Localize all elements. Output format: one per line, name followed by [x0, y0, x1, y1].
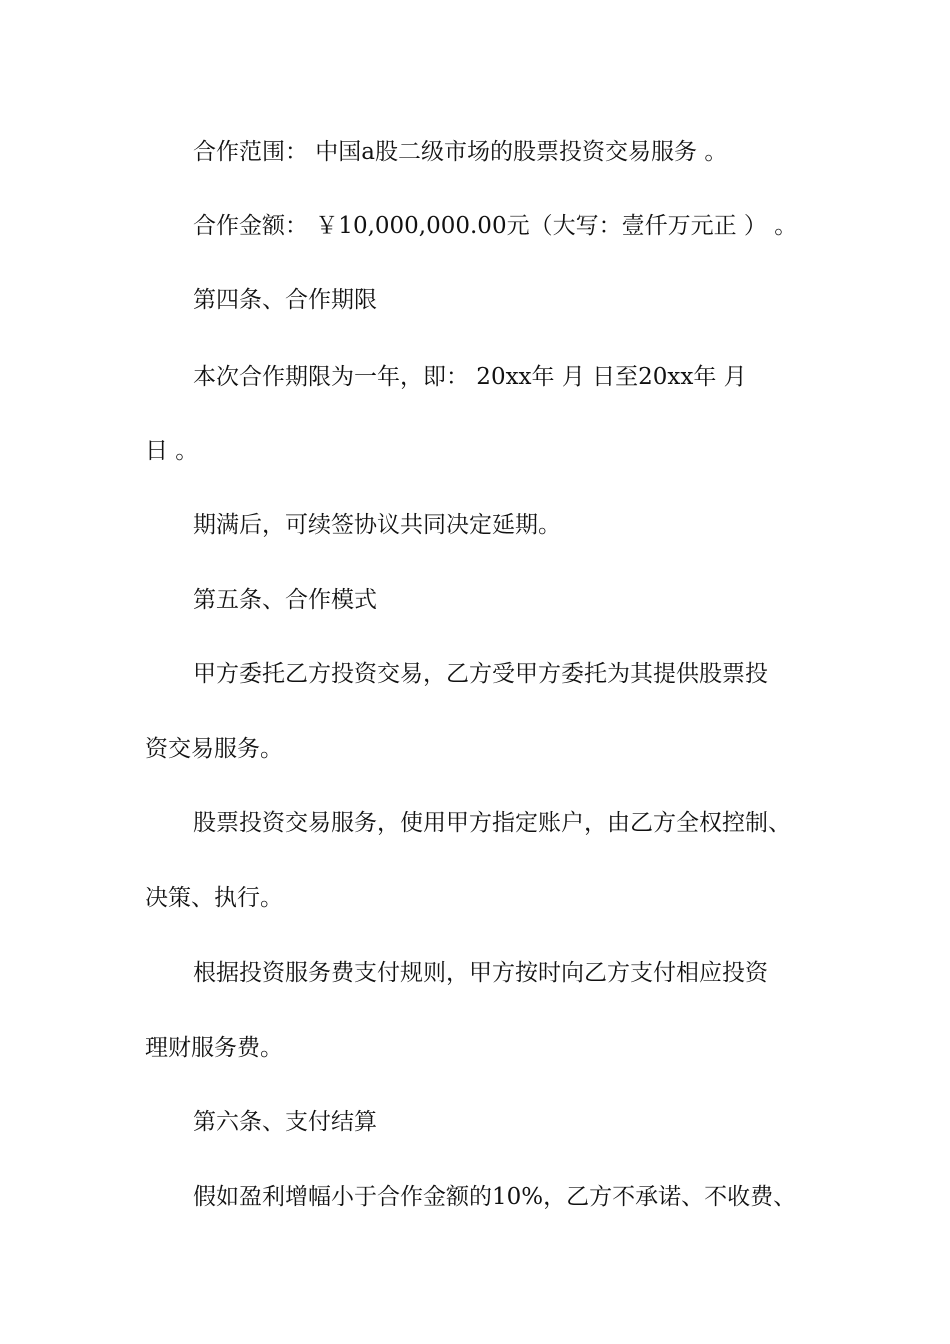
mode-paragraph-2-line-1: 股票投资交易服务，使用甲方指定账户，由乙方全权控制、	[193, 810, 791, 836]
article-5-heading: 第五条、合作模式	[193, 587, 377, 613]
mode-paragraph-1-line-1: 甲方委托乙方投资交易，乙方受甲方委托为其提供股票投	[193, 661, 768, 687]
article-4-heading: 第四条、合作期限	[193, 287, 377, 313]
mode-paragraph-1-line-2: 资交易服务。	[145, 736, 283, 762]
mode-paragraph-2-line-2: 决策、执行。	[145, 885, 283, 911]
settlement-paragraph-line-1: 假如盈利增幅小于合作金额的10%，乙方不承诺、不收费、	[193, 1184, 797, 1210]
cooperation-scope-line: 合作范围： 中国a股二级市场的股票投资交易服务 。	[193, 139, 728, 165]
renewal-paragraph: 期满后，可续签协议共同决定延期。	[193, 512, 561, 538]
term-paragraph-line-2: 日 。	[145, 438, 199, 464]
mode-paragraph-3-line-2: 理财服务费。	[145, 1035, 283, 1061]
mode-paragraph-3-line-1: 根据投资服务费支付规则，甲方按时向乙方支付相应投资	[193, 960, 768, 986]
term-paragraph-line-1: 本次合作期限为一年，即： 20xx年 月 日至20xx年 月	[193, 364, 747, 390]
article-6-heading: 第六条、支付结算	[193, 1109, 377, 1135]
cooperation-amount-line: 合作金额： ￥10,000,000.00元（大写：壹仟万元正 ） 。	[193, 213, 798, 239]
